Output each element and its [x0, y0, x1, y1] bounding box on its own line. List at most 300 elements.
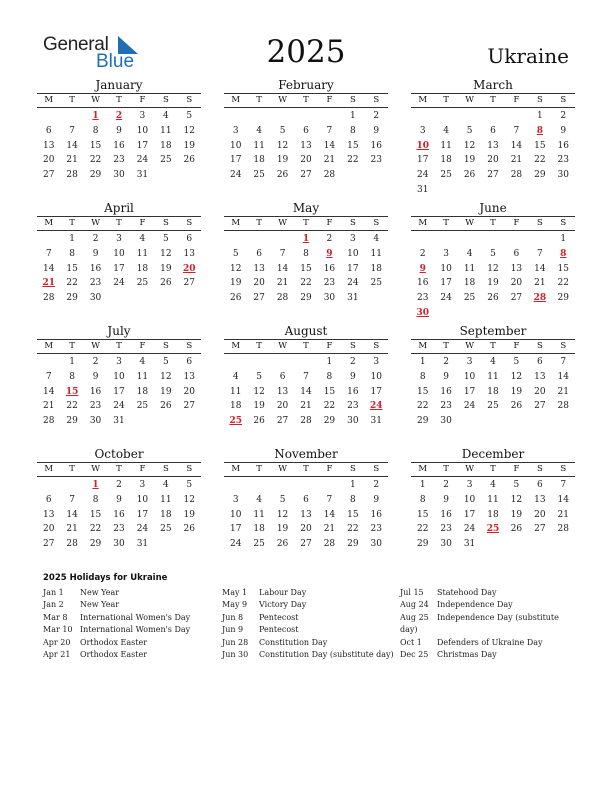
weekday-label: F	[513, 95, 520, 105]
day-cell: 27	[300, 539, 312, 550]
day-cell: 3	[466, 357, 473, 367]
day-cell: 14	[323, 140, 336, 151]
holiday-name: New Year	[80, 600, 120, 610]
empty-cell	[481, 109, 504, 124]
day-cell: 11	[229, 386, 242, 397]
day-cell: 28	[323, 170, 336, 181]
weekday-label: F	[513, 218, 520, 228]
day-cell: 10	[347, 248, 359, 259]
day-cell: 17	[113, 386, 125, 397]
day-cell: 7	[536, 248, 543, 259]
holiday-date: Jun 9	[222, 625, 244, 635]
empty-cell	[434, 109, 457, 124]
holiday-date: Aug 25	[400, 612, 429, 622]
day-cell: 21	[66, 524, 78, 535]
day-cell: 8	[69, 371, 75, 382]
day-cell: 27	[183, 401, 195, 412]
day-cell: 9	[116, 125, 122, 136]
weekday-header	[224, 93, 388, 108]
day-cell: 21	[534, 278, 546, 289]
day-cell: 15	[66, 263, 78, 274]
day-cell: 8	[349, 494, 356, 505]
month-june	[411, 201, 575, 321]
weekday-header	[37, 216, 201, 231]
day-cell: 10	[229, 140, 242, 151]
empty-cell	[224, 232, 247, 247]
day-cell: 6	[45, 125, 52, 136]
holiday-date: Oct 1	[400, 637, 422, 647]
day-cell: 24	[229, 170, 242, 181]
day-cell: 16	[89, 263, 102, 274]
month-name: April	[104, 201, 134, 215]
holiday-column	[222, 587, 394, 661]
day-cell: 24	[113, 278, 125, 289]
day-cell: 27	[510, 293, 523, 304]
day-cell: 6	[513, 248, 520, 259]
holiday-name: International Women's Day	[80, 612, 191, 622]
day-cell: 2	[326, 234, 333, 244]
day-cell: 4	[232, 371, 239, 382]
weekday-label: W	[278, 218, 287, 228]
holiday-row	[43, 624, 190, 636]
day-cell: 4	[256, 494, 262, 505]
day-cell: 7	[45, 371, 52, 382]
day-cell: 19	[463, 155, 476, 166]
day-cell: 11	[253, 509, 265, 520]
day-grid	[411, 109, 575, 198]
day-cell: 25	[253, 539, 265, 550]
day-cell: 27	[487, 170, 499, 181]
holiday-day-cell: 8	[536, 125, 543, 136]
day-grid	[411, 232, 575, 321]
holiday-day-cell: 1	[92, 111, 99, 121]
holiday-name: New Year	[80, 588, 120, 597]
day-cell: 26	[487, 293, 499, 304]
day-cell: 31	[463, 539, 476, 550]
day-cell: 22	[323, 401, 336, 412]
month-july	[37, 324, 201, 429]
day-cell: 5	[279, 494, 286, 505]
empty-cell	[294, 355, 317, 370]
weekday-label: M	[418, 341, 428, 351]
weekday-label: S	[373, 218, 380, 228]
day-cell: 1	[69, 357, 75, 367]
day-cell: 8	[326, 371, 333, 382]
day-cell: 14	[323, 509, 336, 520]
day-cell: 23	[440, 524, 452, 535]
day-cell: 22	[89, 155, 102, 166]
day-cell: 23	[440, 401, 452, 412]
day-cell: 19	[183, 509, 195, 520]
weekday-label: T	[256, 95, 262, 105]
day-cell: 29	[416, 416, 429, 427]
day-cell: 22	[347, 155, 359, 166]
day-cell: 3	[443, 248, 449, 259]
day-cell: 19	[160, 263, 172, 274]
weekday-label: F	[139, 341, 146, 351]
day-cell: 17	[463, 509, 476, 520]
day-cell: 29	[66, 416, 78, 427]
holiday-name: Pentecost	[259, 612, 299, 622]
day-cell: 19	[487, 278, 499, 289]
weekday-label: S	[349, 464, 356, 474]
empty-cell	[60, 109, 83, 124]
day-cell: 24	[416, 170, 429, 181]
day-cell: 31	[113, 416, 125, 427]
day-cell: 20	[183, 386, 195, 397]
day-cell: 27	[183, 278, 195, 289]
day-cell: 21	[66, 155, 78, 166]
day-cell: 3	[232, 494, 239, 505]
day-cell: 17	[136, 509, 149, 520]
holiday-day-cell: 28	[533, 293, 547, 304]
day-cell: 30	[370, 539, 382, 550]
day-cell: 10	[136, 494, 149, 505]
empty-cell	[458, 109, 481, 124]
day-cell: 30	[89, 293, 102, 304]
weekday-label: T	[256, 341, 262, 351]
holiday-name: Orthodox Easter	[80, 650, 148, 660]
day-cell: 16	[370, 140, 382, 151]
day-cell: 16	[113, 509, 125, 520]
day-cell: 3	[466, 480, 473, 490]
day-cell: 5	[186, 480, 193, 490]
day-cell: 14	[557, 494, 569, 505]
weekday-label: M	[231, 95, 241, 105]
weekday-label: S	[186, 218, 193, 228]
day-cell: 6	[303, 494, 309, 505]
day-cell: 30	[113, 170, 125, 181]
day-cell: 7	[560, 480, 567, 490]
holiday-row	[400, 587, 559, 599]
day-cell: 23	[416, 293, 429, 304]
day-cell: 29	[534, 170, 546, 181]
day-cell: 2	[116, 480, 122, 490]
day-cell: 30	[113, 539, 125, 550]
day-cell: 6	[303, 125, 309, 136]
day-cell: 9	[92, 248, 99, 259]
day-cell: 9	[373, 494, 380, 505]
day-cell: 29	[89, 539, 102, 550]
day-cell: 25	[440, 170, 452, 181]
day-cell: 16	[347, 386, 359, 397]
day-cell: 2	[349, 357, 356, 367]
month-name: February	[278, 78, 334, 92]
day-cell: 24	[440, 293, 452, 304]
weekday-label: S	[560, 218, 567, 228]
weekday-label: M	[44, 218, 54, 228]
day-cell: 19	[276, 155, 289, 166]
empty-cell	[37, 232, 60, 247]
holiday-row	[222, 649, 394, 661]
day-cell: 1	[326, 357, 333, 367]
day-cell: 9	[349, 371, 356, 382]
day-cell: 20	[300, 524, 312, 535]
weekday-label: T	[69, 341, 75, 351]
day-cell: 21	[557, 509, 569, 520]
day-cell: 17	[440, 278, 452, 289]
day-cell: 16	[557, 140, 569, 151]
month-november	[224, 447, 388, 552]
day-cell: 18	[370, 263, 382, 274]
holidays-section	[43, 573, 583, 677]
day-cell: 17	[229, 524, 242, 535]
day-cell: 31	[136, 539, 149, 550]
day-cell: 25	[463, 293, 476, 304]
generalblue-logo	[43, 34, 143, 74]
month-december	[411, 447, 575, 552]
holiday-row	[43, 587, 190, 599]
holiday-name: Christmas Day	[437, 650, 497, 660]
day-cell: 11	[370, 248, 382, 259]
month-name: October	[94, 447, 144, 461]
day-cell: 2	[443, 480, 449, 490]
day-cell: 24	[229, 539, 242, 550]
day-cell: 9	[443, 371, 449, 382]
weekday-label: T	[116, 218, 122, 228]
day-cell: 8	[303, 248, 309, 259]
day-cell: 26	[183, 524, 195, 535]
day-cell: 25	[370, 278, 382, 289]
day-cell: 18	[160, 140, 172, 151]
day-cell: 19	[229, 278, 242, 289]
day-cell: 28	[300, 416, 312, 427]
day-cell: 4	[490, 357, 496, 367]
empty-cell	[528, 232, 551, 247]
weekday-label: T	[490, 218, 496, 228]
weekday-label: T	[443, 341, 449, 351]
months-grid	[37, 78, 577, 558]
day-cell: 28	[42, 293, 55, 304]
weekday-label: W	[91, 464, 100, 474]
day-cell: 12	[160, 371, 172, 382]
month-october	[37, 447, 201, 552]
holiday-name: Independence Day (substitute	[437, 612, 559, 622]
day-cell: 3	[232, 125, 239, 136]
holiday-row	[222, 599, 394, 611]
holiday-date: May 1	[222, 588, 248, 597]
day-cell: 2	[560, 111, 567, 121]
holiday-name: Pentecost	[259, 625, 299, 635]
empty-cell	[271, 232, 294, 247]
day-cell: 7	[69, 494, 75, 505]
day-cell: 7	[279, 248, 286, 259]
empty-cell	[60, 478, 83, 493]
weekday-label: M	[231, 218, 241, 228]
day-cell: 20	[276, 401, 289, 412]
day-cell: 10	[370, 371, 382, 382]
empty-cell	[37, 355, 60, 370]
day-cell: 14	[42, 386, 55, 397]
weekday-header	[37, 462, 201, 477]
day-cell: 2	[92, 234, 99, 244]
day-cell: 12	[160, 248, 172, 259]
day-cell: 18	[229, 401, 242, 412]
empty-cell	[247, 478, 270, 493]
holiday-date: Mar 10	[43, 625, 73, 635]
day-cell: 3	[373, 357, 380, 367]
holiday-row	[222, 587, 394, 599]
empty-cell	[271, 355, 294, 370]
holiday-row	[43, 599, 190, 611]
day-cell: 28	[510, 170, 523, 181]
day-cell: 6	[536, 480, 543, 490]
day-cell: 17	[347, 263, 359, 274]
day-cell: 15	[534, 140, 546, 151]
weekday-label: F	[326, 341, 333, 351]
day-cell: 20	[510, 278, 523, 289]
day-grid	[37, 355, 201, 429]
month-august	[224, 324, 388, 429]
empty-cell	[505, 109, 528, 124]
empty-cell	[411, 109, 434, 124]
holiday-date: Mar 8	[43, 612, 68, 622]
holiday-row	[43, 649, 190, 661]
month-name: May	[292, 201, 320, 215]
month-february	[224, 78, 388, 183]
month-march	[411, 78, 575, 198]
day-cell: 19	[253, 401, 265, 412]
weekday-label: T	[116, 464, 122, 474]
day-cell: 12	[487, 263, 499, 274]
day-cell: 28	[42, 416, 55, 427]
day-cell: 11	[160, 494, 172, 505]
day-cell: 29	[300, 293, 312, 304]
day-cell: 9	[443, 494, 449, 505]
day-cell: 10	[440, 263, 452, 274]
month-name: September	[459, 324, 527, 338]
day-grid	[224, 109, 388, 183]
weekday-label: F	[513, 464, 520, 474]
day-grid	[37, 478, 201, 552]
day-cell: 21	[276, 278, 289, 289]
day-cell: 6	[45, 494, 52, 505]
day-cell: 1	[349, 111, 356, 121]
holiday-date: Jan 1	[43, 588, 64, 597]
day-cell: 25	[487, 401, 499, 412]
day-cell: 8	[419, 371, 426, 382]
day-cell: 20	[534, 386, 546, 397]
day-cell: 14	[300, 386, 312, 397]
day-cell: 18	[136, 263, 149, 274]
weekday-label: T	[443, 95, 449, 105]
day-cell: 15	[416, 509, 429, 520]
weekday-label: M	[231, 341, 241, 351]
day-cell: 9	[92, 371, 99, 382]
weekday-label: S	[162, 341, 169, 351]
empty-cell	[224, 109, 247, 124]
weekday-label: T	[490, 95, 496, 105]
weekday-label: S	[186, 341, 193, 351]
weekday-label: S	[162, 464, 169, 474]
holiday-date: Jun 28	[222, 637, 249, 647]
day-cell: 11	[487, 371, 499, 382]
day-cell: 29	[416, 539, 429, 550]
day-cell: 22	[416, 401, 429, 412]
month-september	[411, 324, 575, 429]
day-cell: 17	[416, 155, 429, 166]
day-cell: 5	[490, 248, 496, 259]
day-cell: 4	[490, 480, 496, 490]
day-cell: 31	[347, 293, 359, 304]
day-cell: 1	[419, 480, 426, 490]
day-cell: 16	[89, 386, 102, 397]
empty-cell	[247, 232, 270, 247]
day-cell: 5	[279, 125, 286, 136]
day-cell: 20	[487, 155, 499, 166]
weekday-header	[224, 339, 388, 354]
day-cell: 8	[92, 494, 99, 505]
day-cell: 22	[557, 278, 569, 289]
holiday-row	[400, 624, 559, 636]
day-cell: 14	[534, 263, 546, 274]
day-cell: 23	[89, 278, 102, 289]
day-cell: 22	[416, 524, 429, 535]
empty-cell	[37, 109, 60, 124]
weekday-label: S	[373, 95, 380, 105]
day-cell: 4	[373, 234, 380, 244]
weekday-label: W	[465, 464, 474, 474]
day-grid	[411, 478, 575, 552]
day-cell: 27	[276, 416, 289, 427]
weekday-label: T	[69, 464, 75, 474]
day-grid	[411, 355, 575, 429]
day-cell: 5	[162, 357, 169, 367]
day-cell: 11	[136, 371, 149, 382]
day-cell: 7	[303, 371, 309, 382]
day-cell: 21	[510, 155, 523, 166]
day-cell: 3	[349, 234, 356, 244]
day-cell: 10	[136, 125, 149, 136]
day-cell: 22	[66, 278, 78, 289]
day-cell: 30	[323, 293, 336, 304]
day-cell: 15	[416, 386, 429, 397]
day-cell: 16	[440, 386, 452, 397]
day-cell: 9	[560, 125, 567, 136]
day-cell: 29	[89, 170, 102, 181]
day-cell: 11	[463, 263, 476, 274]
holiday-day-cell: 9	[419, 263, 426, 274]
holiday-day-cell: 9	[326, 248, 333, 259]
logo-general-text: General	[43, 34, 109, 55]
day-cell: 24	[463, 401, 476, 412]
weekday-label: S	[536, 95, 543, 105]
holiday-row	[400, 649, 559, 661]
weekday-label: F	[513, 341, 520, 351]
day-cell: 3	[116, 357, 122, 367]
weekday-label: M	[418, 464, 428, 474]
holiday-name: Constitution Day	[259, 637, 328, 647]
day-cell: 23	[113, 155, 125, 166]
holiday-day-cell: 21	[42, 278, 55, 289]
empty-cell	[37, 478, 60, 493]
day-cell: 15	[89, 509, 102, 520]
empty-cell	[411, 232, 434, 247]
day-cell: 1	[560, 234, 567, 244]
holiday-date: Dec 25	[400, 650, 429, 660]
holiday-row	[222, 612, 394, 624]
day-cell: 26	[463, 170, 476, 181]
day-cell: 26	[160, 278, 172, 289]
day-cell: 10	[113, 371, 125, 382]
empty-cell	[318, 109, 341, 124]
holiday-date: Aug 24	[400, 600, 429, 610]
day-cell: 7	[326, 125, 333, 136]
day-cell: 17	[113, 263, 125, 274]
day-cell: 29	[66, 293, 78, 304]
day-cell: 25	[160, 155, 172, 166]
weekday-label: S	[349, 95, 356, 105]
